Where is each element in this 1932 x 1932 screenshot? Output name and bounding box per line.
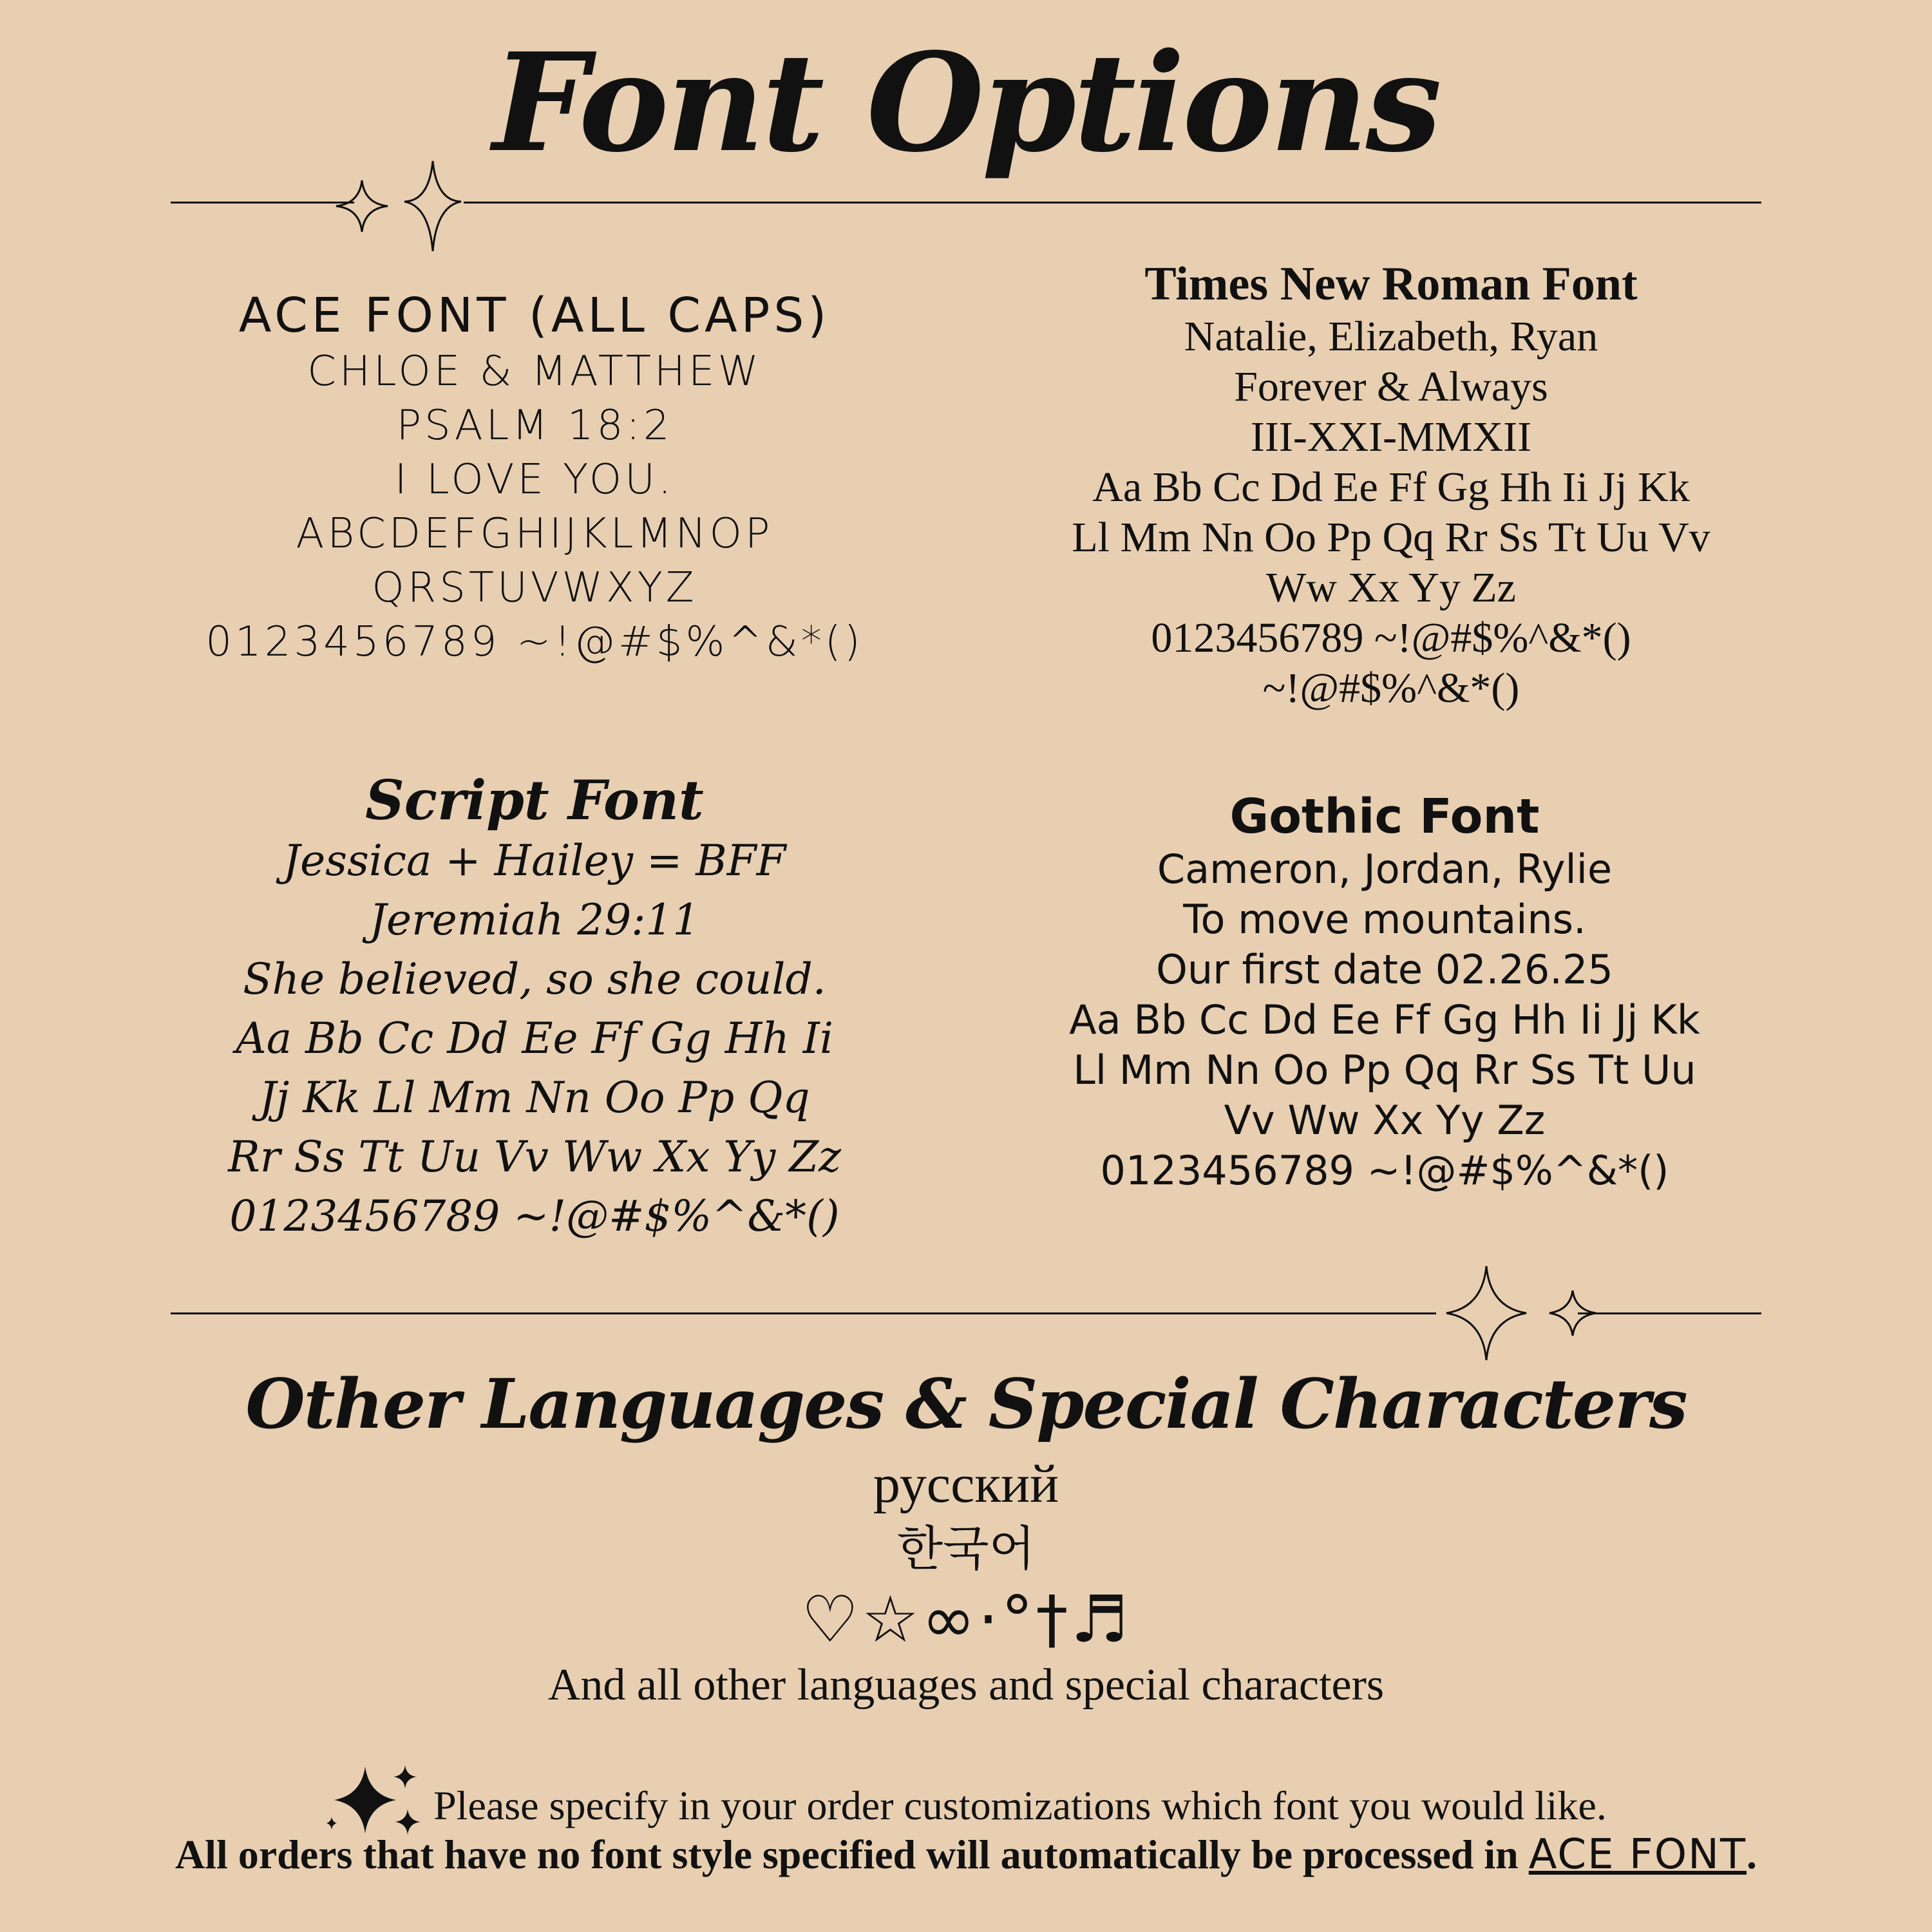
- gothic-font-sample: Ll Mm Nn Oo Pp Qq Rr Ss Tt Uu: [1073, 1046, 1696, 1094]
- gothic-font-section: [940, 789, 1829, 1196]
- default-font-note: [0, 1829, 1932, 1880]
- gothic-font-heading: Gothic Font: [1229, 789, 1540, 844]
- font-request-text: Please specify in your order customizations which font you would like.: [433, 1783, 1607, 1828]
- ace-font-sample: PSALM 18:2: [396, 402, 673, 450]
- sparkles-icon: [325, 1761, 422, 1839]
- times-new-roman-sample: Forever & Always: [1234, 363, 1548, 410]
- times-new-roman-sample: ~!@#$%^&*(): [1262, 665, 1520, 712]
- script-font-sample: Jessica + Hailey = BFF: [283, 836, 786, 886]
- ace-font-sample: I LOVE YOU.: [394, 456, 675, 504]
- times-new-roman-heading: Times New Roman Font: [1144, 258, 1638, 310]
- font-request-note: [0, 1761, 1932, 1839]
- all-languages-note: And all other languages and special characters: [547, 1660, 1385, 1710]
- times-new-roman-sample: III-XXI-MMXII: [1250, 413, 1532, 460]
- default-font-period: .: [1747, 1832, 1757, 1877]
- script-font-section: [90, 770, 979, 1246]
- times-new-roman-sample: 0123456789 ~!@#$%^&*(): [1151, 614, 1631, 661]
- korean-sample: 한국어: [896, 1521, 1036, 1577]
- times-new-roman-sample: Ww Xx Yy Zz: [1266, 564, 1516, 611]
- times-new-roman-sample: Natalie, Elizabeth, Ryan: [1184, 313, 1598, 360]
- ace-font-section: [90, 287, 979, 669]
- russian-sample: русский: [873, 1454, 1059, 1514]
- sparkle-icon: [335, 155, 464, 258]
- script-font-sample: Rr Ss Tt Uu Vv Ww Xx Yy Zz: [228, 1132, 841, 1182]
- gothic-font-sample: Vv Ww Xx Yy Zz: [1224, 1097, 1546, 1144]
- times-new-roman-sample: Aa Bb Cc Dd Ee Ff Gg Hh Ii Jj Kk: [1092, 464, 1690, 511]
- gothic-font-sample: 0123456789 ~!@#$%^&*(): [1100, 1147, 1669, 1194]
- page-title: Font Options: [493, 23, 1439, 182]
- gothic-font-sample: Aa Bb Cc Dd Ee Ff Gg Hh Ii Jj Kk: [1069, 996, 1700, 1043]
- script-font-sample: She believed, so she could.: [243, 954, 826, 1004]
- gothic-font-sample: Our first date 02.26.25: [1156, 946, 1613, 993]
- script-font-heading: Script Font: [365, 768, 704, 832]
- script-font-sample: 0123456789 ~!@#$%^&*(): [229, 1191, 840, 1241]
- script-font-sample: Jj Kk Ll Mm Nn Oo Pp Qq: [259, 1073, 810, 1122]
- default-font-text: All orders that have no font style specified will automatically be processed in: [175, 1832, 1519, 1877]
- default-font-name: ACE FONT: [1528, 1831, 1747, 1879]
- ace-font-heading: ACE FONT (ALL CAPS): [238, 288, 831, 343]
- other-languages-heading: Other Languages & Special Characters: [245, 1363, 1687, 1444]
- script-font-sample: Jeremiah 29:11: [369, 895, 700, 945]
- script-font-sample: Aa Bb Cc Dd Ee Ff Gg Hh Ii: [236, 1014, 833, 1063]
- ace-font-sample: ABCDEFGHIJKLMNOP: [296, 510, 773, 558]
- ace-font-sample: 0123456789 ~!@#$%^&*(): [205, 618, 864, 666]
- gothic-font-sample: Cameron, Jordan, Rylie: [1157, 846, 1613, 893]
- ace-font-sample: CHLOE & MATTHEW: [307, 348, 762, 395]
- sparkle-icon: [1430, 1262, 1597, 1365]
- other-languages-section: [0, 1452, 1932, 1712]
- special-characters-sample: ♡☆∞·°†♬: [800, 1582, 1132, 1657]
- ace-font-sample: QRSTUVWXYZ: [372, 564, 697, 612]
- times-new-roman-sample: Ll Mm Nn Oo Pp Qq Rr Ss Tt Uu Vv: [1072, 514, 1710, 561]
- gothic-font-sample: To move mountains.: [1183, 896, 1586, 943]
- times-new-roman-section: [940, 256, 1842, 714]
